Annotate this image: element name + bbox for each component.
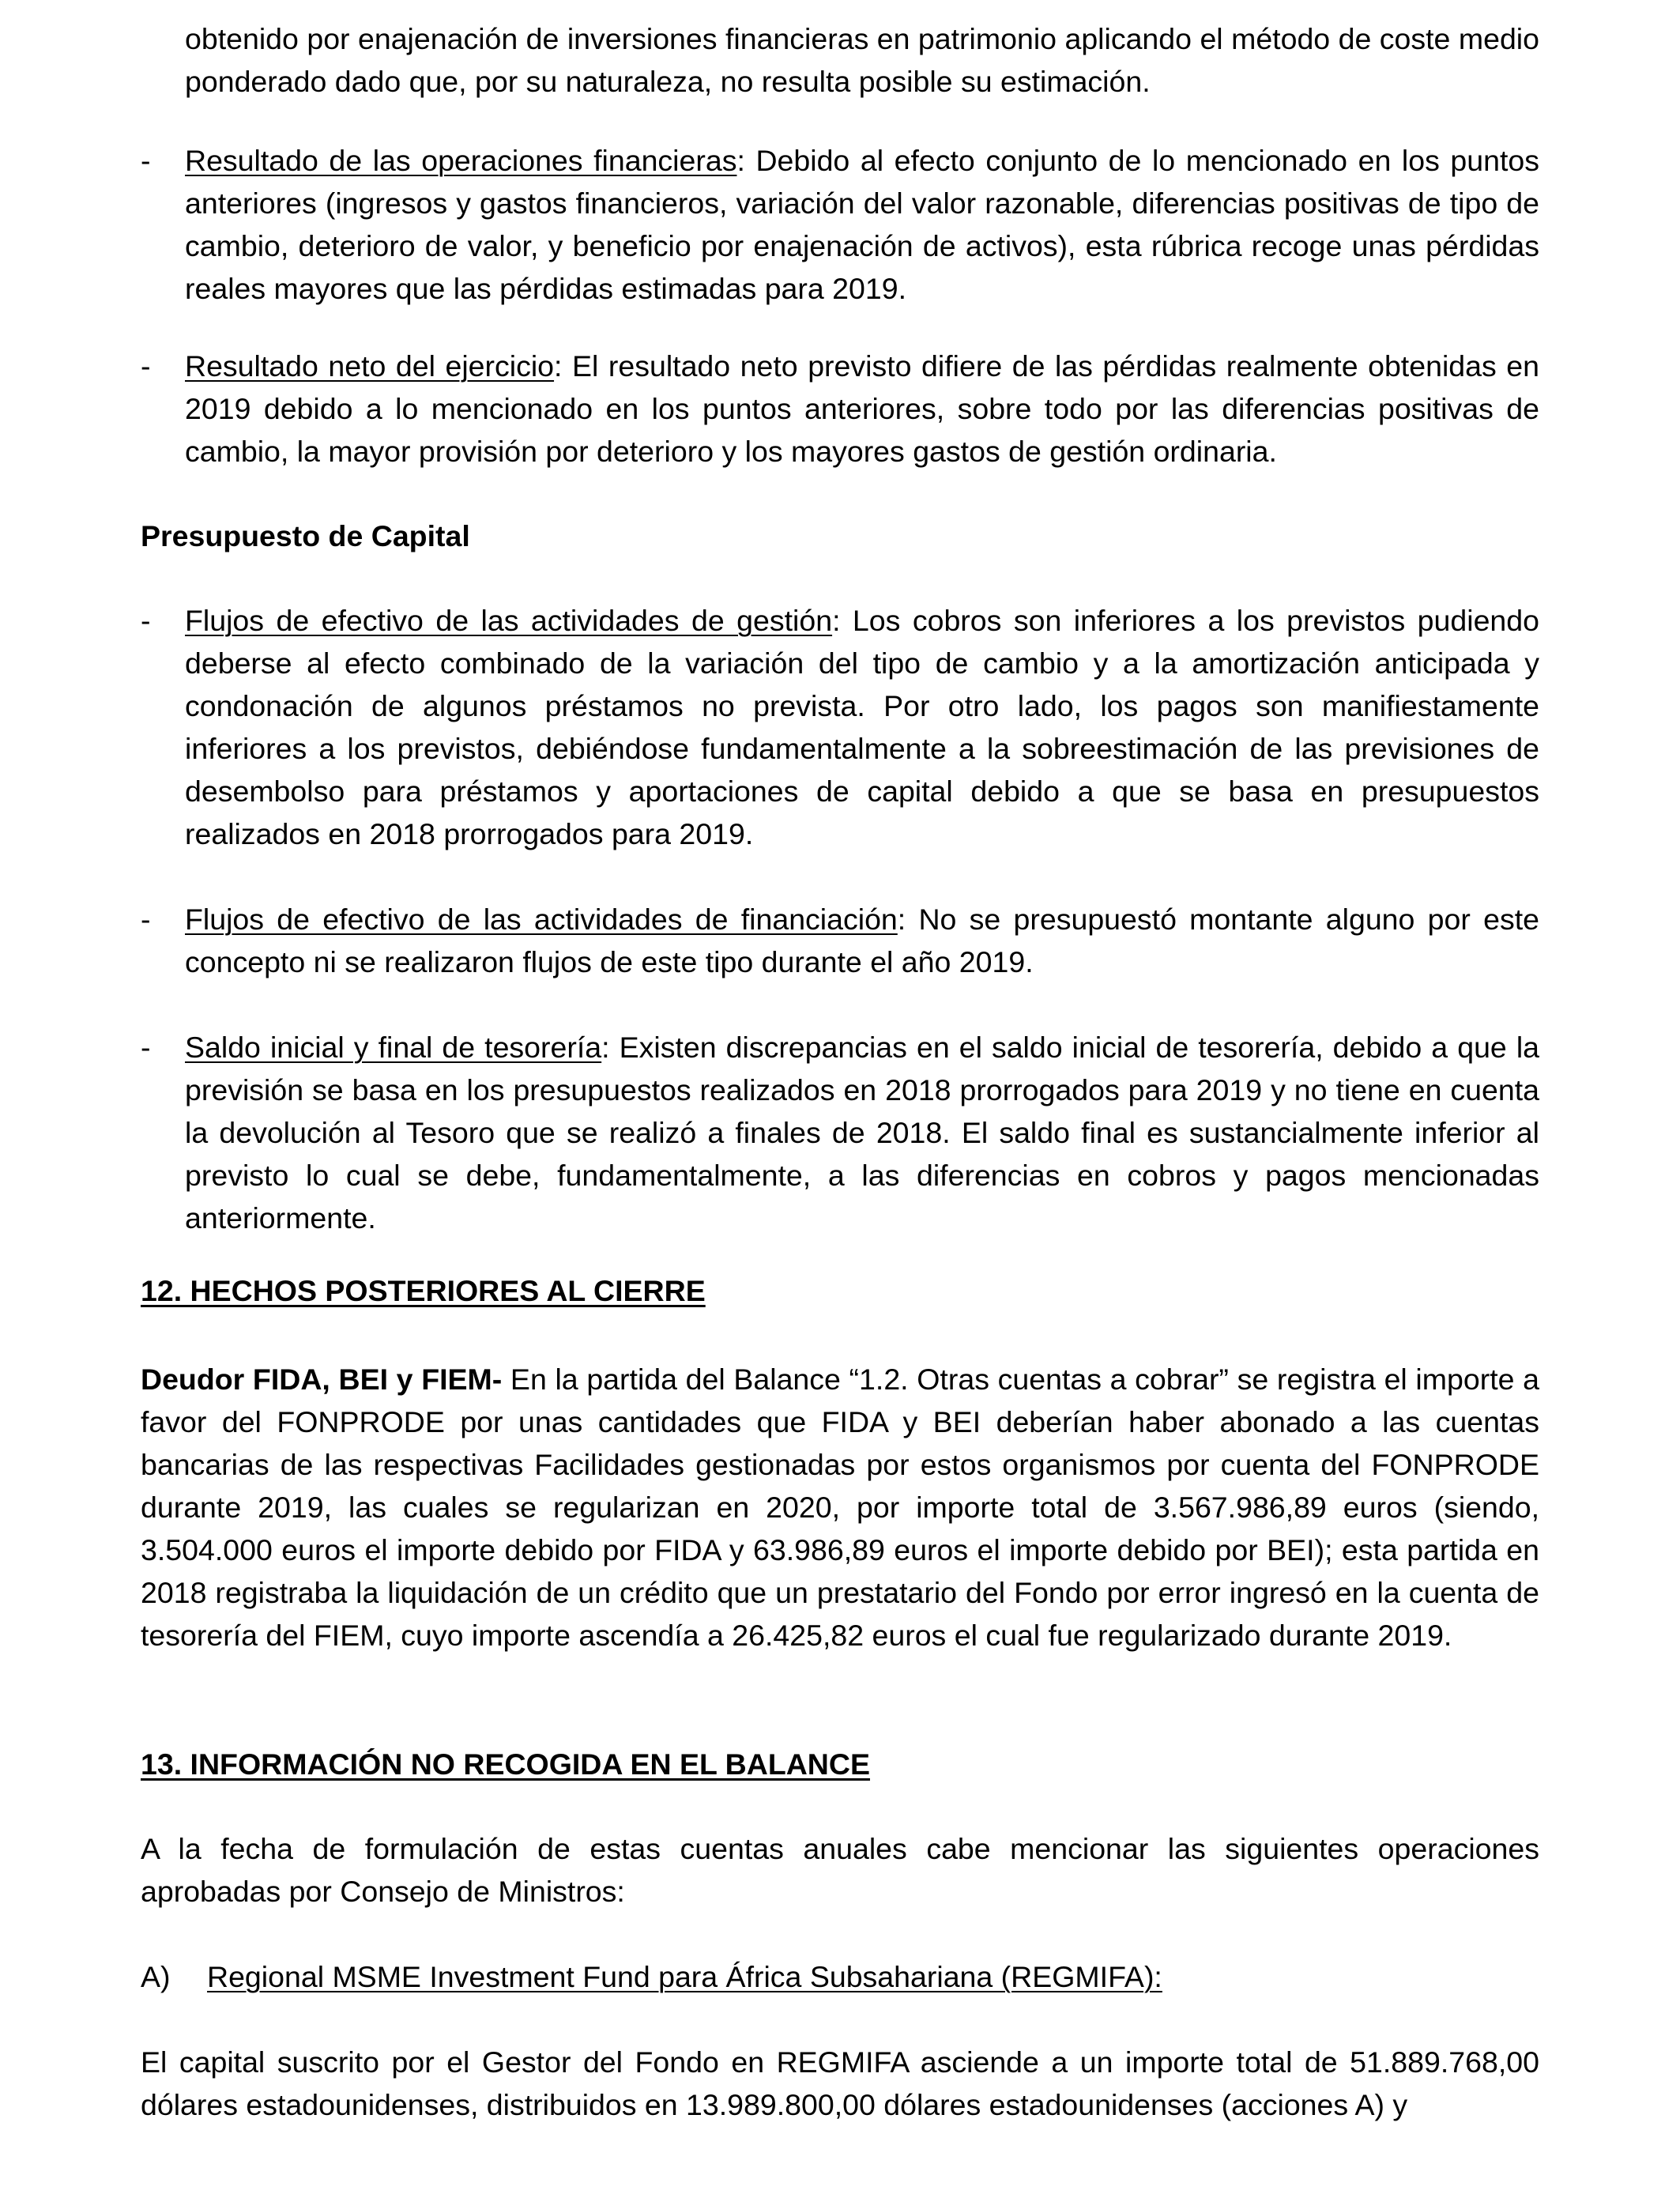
section-12-heading: 12. HECHOS POSTERIORES AL CIERRE xyxy=(141,1274,706,1307)
item-label: A) xyxy=(141,1960,171,1993)
bullet-dash: - xyxy=(141,1031,151,1064)
item-title: Regional MSME Investment Fund para África Subsahariana (REGMIFA): xyxy=(207,1960,1162,1993)
bullet-title: Saldo inicial y final de tesorería xyxy=(185,1031,602,1064)
bullet-text: : Los cobros son inferiores a los previstos pudiendo deberse al efecto combinado de la variación del tipo de cambio y a la amortización anticipada y condonación de algunos préstamos no prevista. Por otro lado, los pagos son manifiestamente inferiores a los previstos, debiéndose fundamentalmente a la sobreestimación de las previsiones de desembolso para préstamos y aportaciones de capital debido a que se basa en presupuestos realizados en 2018 prorrogados para 2019. xyxy=(185,604,1539,850)
bullet-title: Resultado de las operaciones financieras xyxy=(185,144,737,177)
capital-budget-heading: Presupuesto de Capital xyxy=(141,519,470,552)
bullet-dash: - xyxy=(141,144,151,177)
intro-continuation-paragraph: obtenido por enajenación de inversiones financieras en patrimonio aplicando el método de coste medio ponderado dado que, por su naturaleza, no resulta posible su estimación. xyxy=(185,22,1539,98)
bullet-text: : Existen discrepancias en el saldo inicial de tesorería, debido a que la previsión se basa en los presupuestos realizados en 2018 prorrogados para 2019 y no tiene en cuenta la devolución al Tesoro que se realizó a finales de 2018. El saldo final es sustancialmente inferior al previsto lo cual se debe, fundamentalmente, a las diferencias en cobros y pagos mencionadas anteriormente. xyxy=(185,1031,1540,1235)
bullet-financing-cash-flows xyxy=(141,898,1539,983)
section-12-text: En la partida del Balance “1.2. Otras cuentas a cobrar” se registra el importe a favor del FONPRODE por unas cantidades que FIDA y BEI deberían haber abonado a las cuentas bancarias de las respectivas Facilidades gestionadas por estos organismos por cuenta del FONPRODE durante 2019, las cuales se regularizan en 2020, por importe total de 3.567.986,89 euros (siendo, 3.504.000 euros el importe debido por FIDA y 63.986,89 euros el importe debido por BEI); esta partida en 2018 registraba la liquidación de un crédito que un prestatario del Fondo por error ingresó en la cuenta de tesorería del FIEM, cuyo importe ascendía a 26.425,82 euros el cual fue regularizado durante 2019. xyxy=(141,1363,1539,1652)
section-13-item-a xyxy=(141,1955,1539,1998)
bullet-net-result xyxy=(141,345,1539,473)
bullet-dash: - xyxy=(141,604,151,637)
bullet-text: : Debido al efecto conjunto de lo mencionado en los puntos anteriores (ingresos y gastos financieros, variación del valor razonable, diferencias positivas de tipo de cambio, deterioro de valor, y beneficio por enajenación de activos), esta rúbrica recoge unas pérdidas reales mayores que las pérdidas estimadas para 2019. xyxy=(185,144,1539,305)
bullet-dash: - xyxy=(141,903,151,936)
bullet-text: : No se presupuestó montante alguno por este concepto ni se realizaron flujos de este tipo durante el año 2019. xyxy=(185,903,1539,978)
section-12-lead: Deudor FIDA, BEI y FIEM- xyxy=(141,1363,503,1396)
section-12-paragraph xyxy=(141,1358,1539,1657)
bullet-treasury-balance xyxy=(141,1026,1539,1239)
section-13-intro: A la fecha de formulación de estas cuentas anuales cabe mencionar las siguientes operaciones aprobadas por Consejo de Ministros: xyxy=(141,1832,1539,1908)
bullet-management-cash-flows xyxy=(141,599,1539,855)
bullet-text: : El resultado neto previsto difiere de las pérdidas realmente obtenidas en 2019 debido a lo mencionado en los puntos anteriores, sobre todo por las diferencias positivas de cambio, la mayor provisión por deterioro y los mayores gastos de gestión ordinaria. xyxy=(185,349,1539,468)
bullet-title: Flujos de efectivo de las actividades de gestión xyxy=(185,604,833,637)
bullet-dash: - xyxy=(141,349,151,383)
bullet-financial-result xyxy=(141,139,1539,310)
bullet-title: Flujos de efectivo de las actividades de financiación xyxy=(185,903,898,936)
section-13-final-paragraph: El capital suscrito por el Gestor del Fondo en REGMIFA asciende a un importe total de 51.889.768,00 dólares estadounidenses, distribuidos en 13.989.800,00 dólares estadounidenses (acciones A) y xyxy=(141,2045,1539,2121)
bullet-title: Resultado neto del ejercicio xyxy=(185,349,555,383)
section-13-heading: 13. INFORMACIÓN NO RECOGIDA EN EL BALANCE xyxy=(141,1747,870,1781)
